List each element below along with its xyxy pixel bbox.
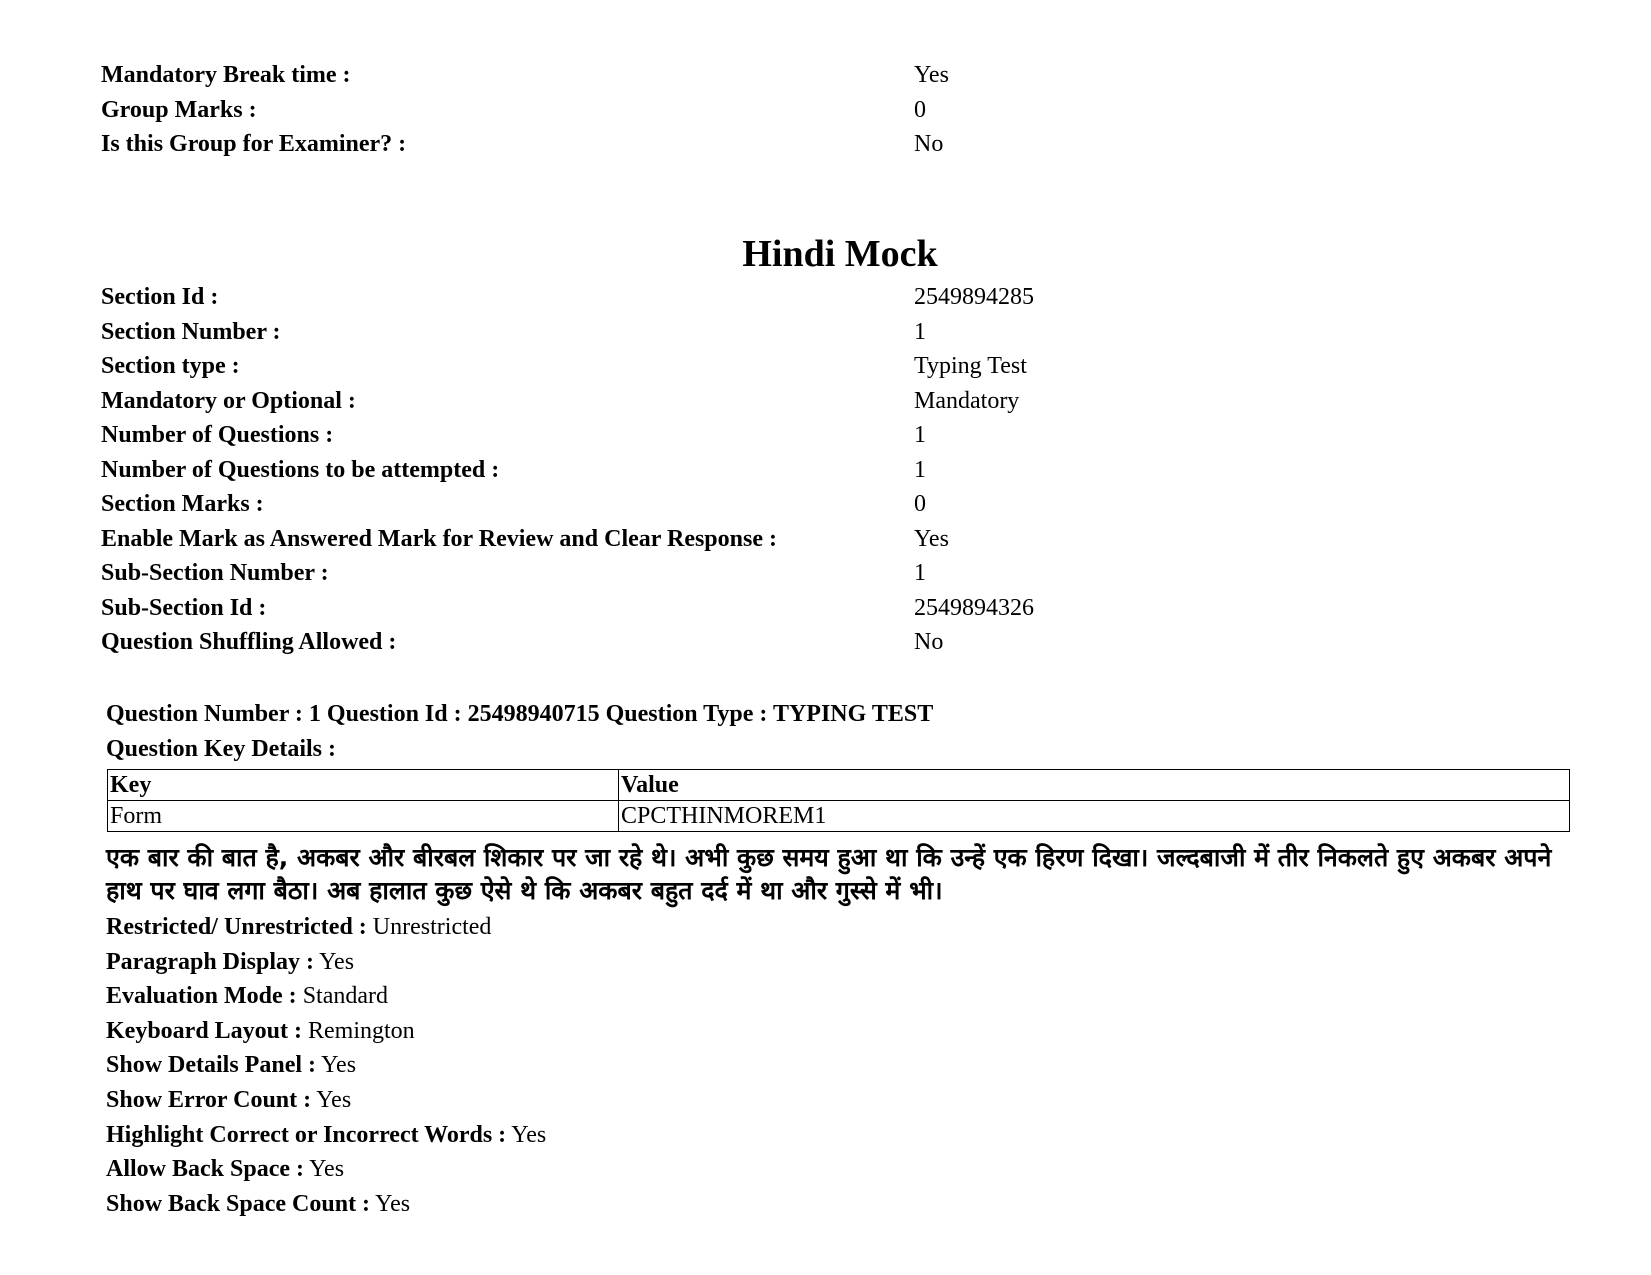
setting-label: Keyboard Layout : xyxy=(106,1017,303,1044)
setting-label: Highlight Correct or Incorrect Words : xyxy=(106,1121,507,1148)
detail-row xyxy=(101,384,1551,419)
detail-label: Is this Group for Examiner? : xyxy=(101,131,407,157)
setting-label: Show Back Space Count : xyxy=(106,1190,371,1217)
detail-label: Mandatory or Optional : xyxy=(101,387,356,414)
detail-value: 1 xyxy=(914,422,926,448)
setting-label: Restricted/ Unrestricted : xyxy=(106,914,367,940)
detail-label: Mandatory Break time : xyxy=(101,62,351,88)
setting-label: Show Details Panel : xyxy=(106,1052,316,1079)
section-details xyxy=(101,280,1551,660)
setting-value: Remington xyxy=(302,1017,415,1044)
detail-row xyxy=(101,418,1551,453)
detail-value: No xyxy=(914,629,944,655)
setting-row xyxy=(106,1083,546,1118)
table-header-value: Value xyxy=(619,770,1570,801)
setting-row xyxy=(106,1152,546,1187)
setting-value: Yes xyxy=(311,1086,352,1113)
detail-value: Typing Test xyxy=(914,353,1027,379)
detail-row xyxy=(101,625,1551,660)
table-row xyxy=(108,801,1570,832)
setting-label: Show Error Count : xyxy=(106,1086,312,1113)
detail-value: Yes xyxy=(914,525,949,552)
detail-row xyxy=(101,487,1551,522)
detail-row xyxy=(101,591,1551,626)
setting-value: Yes xyxy=(314,948,355,975)
detail-label: Group Marks : xyxy=(101,96,257,123)
detail-value: Yes xyxy=(914,62,949,88)
setting-value: Standard xyxy=(296,983,388,1010)
setting-value: Yes xyxy=(506,1121,547,1148)
detail-label: Sub-Section Id : xyxy=(101,594,267,621)
table-header-row xyxy=(108,770,1570,801)
detail-label: Section Number : xyxy=(101,318,281,345)
setting-label: Paragraph Display : xyxy=(106,948,315,975)
setting-row xyxy=(106,1118,546,1153)
detail-row xyxy=(101,280,1551,315)
table-cell-value: CPCTHINMOREM1 xyxy=(619,801,1570,832)
detail-row xyxy=(101,556,1551,591)
question-header: Question Number : 1 Question Id : 25498940715 Question Type : TYPING TEST xyxy=(106,701,934,727)
setting-value: Yes xyxy=(316,1052,357,1079)
detail-value: 1 xyxy=(914,560,926,586)
setting-value: Yes xyxy=(304,1156,345,1183)
question-settings xyxy=(106,910,546,1221)
setting-row xyxy=(106,979,546,1014)
detail-row xyxy=(101,58,1551,93)
setting-row xyxy=(106,910,546,945)
detail-value: 2549894326 xyxy=(914,594,1034,621)
detail-value: 2549894285 xyxy=(914,284,1034,310)
setting-row xyxy=(106,1048,546,1083)
detail-label: Enable Mark as Answered Mark for Review and Clear Response : xyxy=(101,525,777,552)
detail-label: Number of Questions : xyxy=(101,422,334,448)
table-cell-key: Form xyxy=(108,801,619,832)
detail-label: Sub-Section Number : xyxy=(101,560,329,586)
table-header-key: Key xyxy=(108,770,619,801)
setting-value: Yes xyxy=(370,1190,411,1217)
detail-value: 1 xyxy=(914,318,926,345)
setting-row xyxy=(106,1187,546,1222)
setting-label: Allow Back Space : xyxy=(106,1156,304,1183)
detail-row xyxy=(101,127,1551,162)
detail-label: Section Id : xyxy=(101,284,219,310)
section-title: Hindi Mock xyxy=(742,233,938,275)
detail-value: Mandatory xyxy=(914,387,1020,414)
group-details xyxy=(101,58,1551,162)
setting-row xyxy=(106,945,546,980)
setting-label: Evaluation Mode : xyxy=(106,983,297,1010)
detail-value: 0 xyxy=(914,491,926,517)
detail-value: 1 xyxy=(914,456,926,483)
detail-row xyxy=(101,522,1551,557)
detail-label: Section Marks : xyxy=(101,491,264,517)
detail-label: Question Shuffling Allowed : xyxy=(101,629,397,655)
setting-row xyxy=(106,1014,546,1049)
detail-row xyxy=(101,349,1551,384)
detail-value: 0 xyxy=(914,96,926,123)
detail-row xyxy=(101,93,1551,128)
detail-row xyxy=(101,453,1551,488)
detail-value: No xyxy=(914,131,944,157)
detail-row xyxy=(101,315,1551,350)
setting-value: Unrestricted xyxy=(366,914,492,940)
question-key-table xyxy=(107,769,1570,832)
typing-passage: एक बार की बात है, अकबर और बीरबल शिकार पर जा रहे थे। अभी कुछ समय हुआ था कि उन्हें एक हिरण दिखा। जल्दबाजी में तीर निकलते हुए अकबर अपने हाथ पर घाव लगा बैठा। अब हालात कुछ ऐसे थे कि अकबर बहुत दर्द में था और गुस्से में भी। xyxy=(106,843,1552,905)
detail-label: Section type : xyxy=(101,353,240,379)
question-key-details-label: Question Key Details : xyxy=(106,736,336,762)
detail-label: Number of Questions to be attempted : xyxy=(101,456,500,483)
